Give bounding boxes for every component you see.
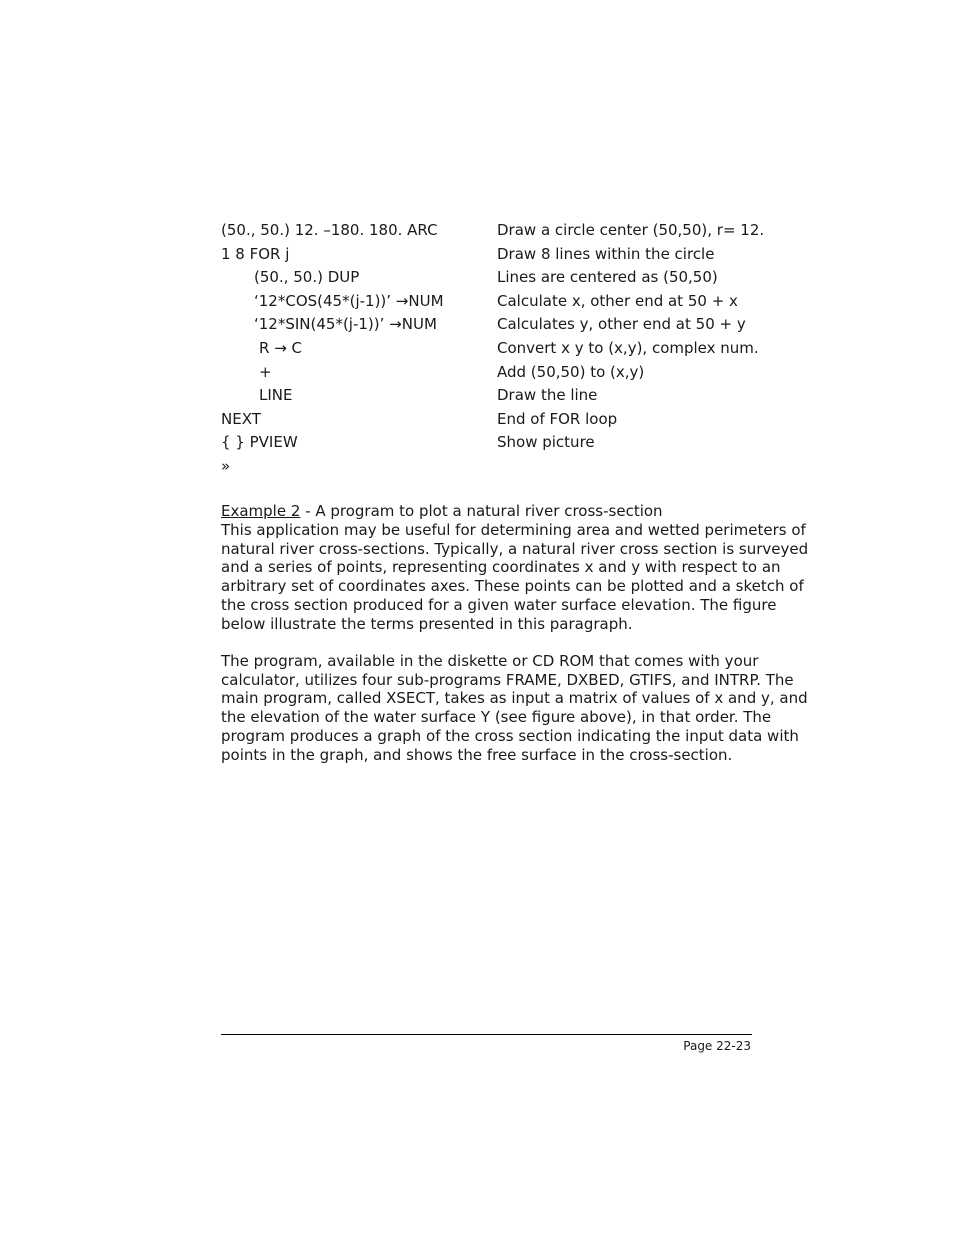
- code-description: Add (50,50) to (x,y): [497, 362, 645, 381]
- code-text: »: [221, 456, 231, 475]
- paragraph-line: the elevation of the water surface Y (see figure above), in that order. The: [221, 708, 772, 727]
- code-row: [221, 219, 765, 243]
- code-description: Lines are centered as (50,50): [497, 268, 718, 287]
- paragraph-line: The program, available in the diskette or CD ROM that comes with your: [221, 652, 759, 670]
- code-row: [221, 313, 761, 337]
- paragraph-program: [221, 652, 808, 764]
- code-description: End of FOR loop: [497, 409, 618, 428]
- code-listing: [221, 219, 765, 479]
- code-text: +: [259, 362, 272, 381]
- code-text: ‘12*SIN(45*(j-1))’ →NUM: [254, 315, 437, 334]
- paragraph-line: main program, called XSECT, takes as input a matrix of values of x and y, and: [221, 689, 808, 708]
- paragraph-line: calculator, utilizes four sub-programs FRAME, DXBED, GTIFS, and INTRP. The: [221, 670, 794, 689]
- code-description: Convert x y to (x,y), complex num.: [497, 338, 759, 357]
- paragraph-line: arbitrary set of coordinates axes. These points can be plotted and a sketch of: [221, 577, 804, 596]
- code-description: Show picture: [497, 433, 595, 452]
- code-description: Draw a circle center (50,50), r= 12.: [497, 221, 765, 239]
- code-text: NEXT: [221, 409, 261, 428]
- paragraph-line: points in the graph, and shows the free surface in the cross-section.: [221, 745, 733, 764]
- code-text: 1 8 FOR j: [221, 244, 290, 263]
- paragraph-line: below illustrate the terms presented in this paragraph.: [221, 614, 633, 633]
- example-label: Example 2: [221, 502, 301, 520]
- code-description: Calculate x, other end at 50 + x: [497, 291, 738, 310]
- footer-rule: [221, 1034, 752, 1035]
- paragraph-intro: [221, 521, 809, 633]
- example-title: - A program to plot a natural river cross-section: [300, 502, 663, 520]
- code-text: (50., 50.) 12. –180. 180. ARC: [221, 221, 438, 239]
- code-description: Calculates y, other end at 50 + y: [497, 315, 746, 334]
- page-number: Page 22-23: [683, 1039, 751, 1053]
- code-row: [221, 337, 761, 361]
- code-row: [221, 384, 761, 408]
- code-text: { } PVIEW: [221, 433, 298, 452]
- code-row: [221, 431, 761, 455]
- code-text: R → C: [259, 338, 303, 357]
- code-row: [221, 455, 761, 479]
- code-description: Draw the line: [497, 386, 598, 405]
- code-text: (50., 50.) DUP: [254, 268, 360, 287]
- paragraph-line: This application may be useful for determining area and wetted perimeters of: [221, 521, 806, 539]
- paragraph-line: the cross section produced for a given water surface elevation. The figure: [221, 595, 777, 614]
- code-text: ‘12*COS(45*(j-1))’ →NUM: [254, 291, 444, 310]
- paragraph-line: program produces a graph of the cross section indicating the input data with: [221, 726, 799, 745]
- paragraph-line: natural river cross-sections. Typically, a natural river cross section is surveyed: [221, 539, 809, 558]
- code-text: LINE: [259, 386, 293, 405]
- code-row: [221, 361, 761, 385]
- code-row: [221, 243, 761, 267]
- example-heading: [221, 502, 663, 521]
- code-description: Draw 8 lines within the circle: [497, 244, 715, 263]
- paragraph-line: and a series of points, representing coordinates x and y with respect to an: [221, 558, 781, 577]
- code-row: [221, 290, 761, 314]
- code-row: [221, 266, 761, 290]
- code-row: [221, 408, 761, 432]
